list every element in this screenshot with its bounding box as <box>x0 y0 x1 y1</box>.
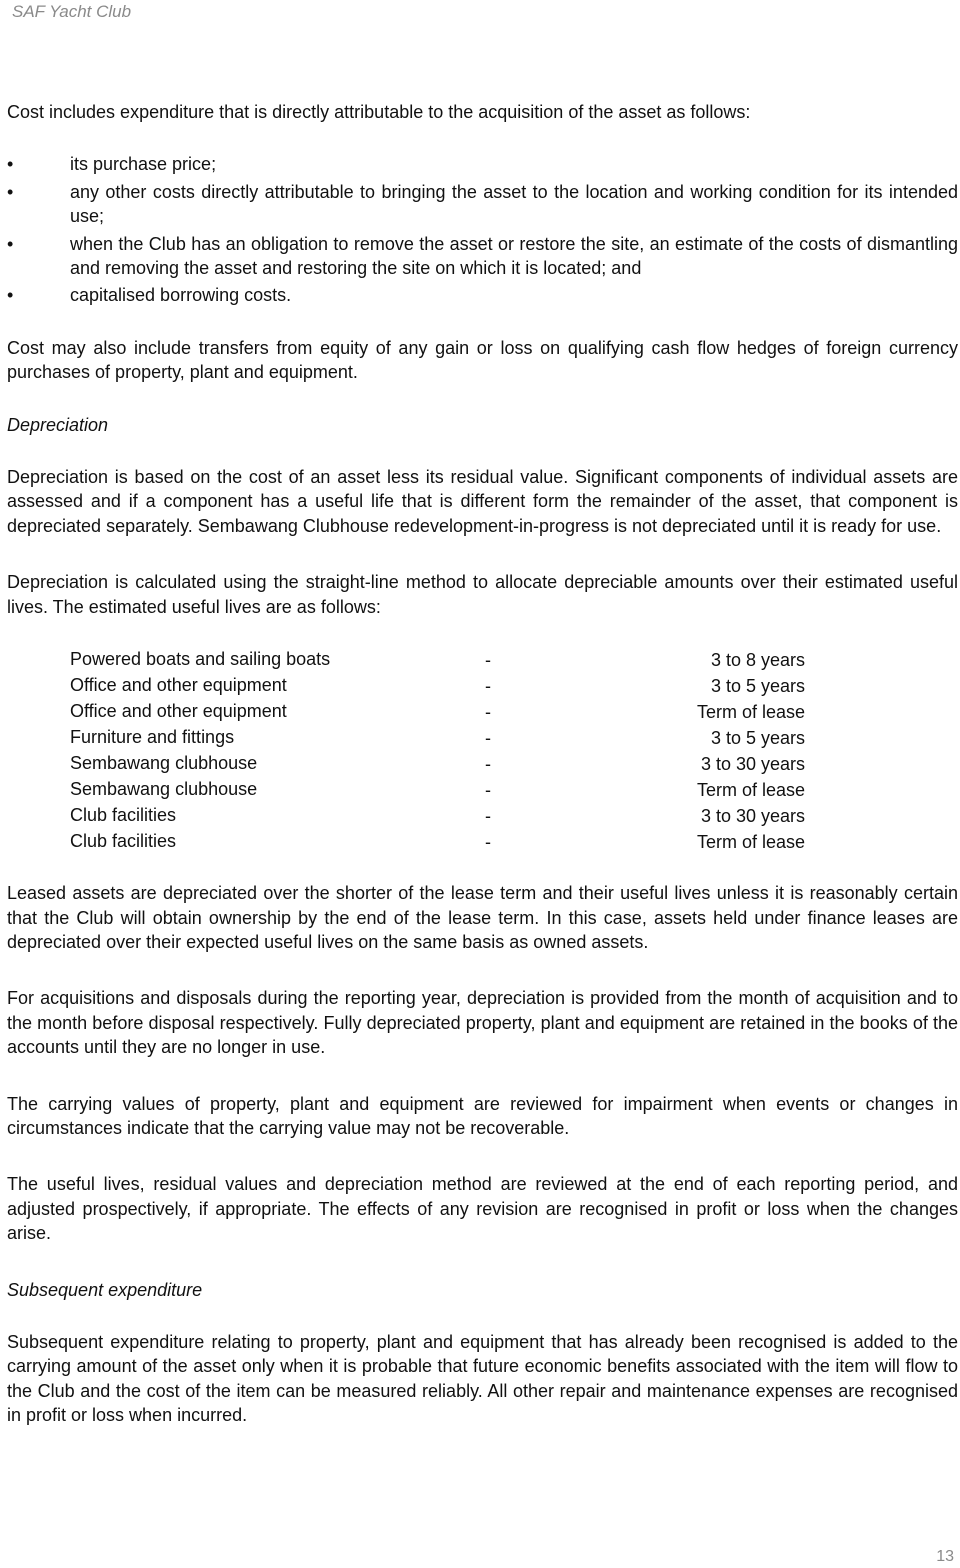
depreciation-paragraph-2: Depreciation is calculated using the straight-line method to allocate depreciable amounts over their estimated useful lives. The estimated useful lives are as follows: <box>7 572 958 617</box>
life-cell: Term of lease <box>696 702 805 723</box>
table-row <box>7 699 958 725</box>
depreciation-heading: Depreciation <box>7 414 109 435</box>
life-cell: Term of lease <box>696 780 805 801</box>
dash-cell: - <box>485 806 491 827</box>
page-number: 13 <box>936 1548 954 1565</box>
depreciation-paragraph-5: The carrying values of property, plant and equipment are reviewed for impairment when events or changes in circumstances indicate that the carrying value may not be recoverable. <box>7 1093 958 1138</box>
list-item-text: its purchase price; <box>70 154 217 175</box>
life-cell: 3 to 8 years <box>710 650 805 671</box>
depreciation-paragraph-1: Depreciation is based on the cost of an asset less its residual value. Significant components of individual assets are assessed and if a component has a useful life that is different form the remainder of the asset, that component is depreciated separately. Sembawang Clubhouse redevelopment-in-progress is not depreciated until it is ready for use. <box>7 467 958 536</box>
table-row <box>7 803 958 829</box>
asset-cell: Furniture and fittings <box>70 727 235 748</box>
life-cell: 3 to 30 years <box>700 806 805 827</box>
bullet-icon: • <box>7 233 14 254</box>
list-item-text: when the Club has an obligation to remove the asset or restore the site, an estimate of the costs of dismantling and removing the asset and restoring the site on which it is located; and <box>70 233 958 279</box>
depreciation-paragraph-6: The useful lives, residual values and depreciation method are reviewed at the end of each reporting period, and adjusted prospectively, if appropriate. The effects of any revision are recognised in profit or loss when the changes arise. <box>7 1174 958 1244</box>
life-cell: Term of lease <box>696 832 805 853</box>
list-item <box>7 152 958 176</box>
table-row <box>7 829 958 855</box>
table-row <box>7 673 958 699</box>
intro-paragraph: Cost includes expenditure that is directly attributable to the acquisition of the asset as follows: <box>7 102 751 122</box>
subsequent-expenditure-paragraph: Subsequent expenditure relating to property, plant and equipment that has already been recognised is added to the carrying amount of the asset only when it is probable that future economic benefits associated with the item will flow to the Club and the cost of the item can be measured reliably. All other repair and maintenance expenses are recognised in profit or loss when incurred. <box>7 1331 958 1426</box>
dash-cell: - <box>485 650 491 671</box>
asset-cell: Office and other equipment <box>70 675 287 696</box>
dash-cell: - <box>485 728 491 749</box>
life-cell: 3 to 5 years <box>710 728 805 749</box>
life-cell: 3 to 5 years <box>710 676 805 697</box>
asset-cell: Club facilities <box>70 831 177 852</box>
list-item <box>7 283 958 307</box>
table-row <box>7 751 958 777</box>
dash-cell: - <box>485 754 491 775</box>
life-cell: 3 to 30 years <box>700 754 805 775</box>
list-item <box>7 232 958 281</box>
depreciation-paragraph-4: For acquisitions and disposals during the reporting year, depreciation is provided from the month of acquisition and to the month before disposal respectively. Fully depreciated property, plant and equipment are retained in the books of the accounts until they are no longer in use. <box>7 988 958 1058</box>
table-row <box>7 725 958 751</box>
useful-lives-table <box>7 647 958 855</box>
bullet-icon: • <box>7 154 14 175</box>
asset-cell: Sembawang clubhouse <box>70 753 258 774</box>
table-row <box>7 777 958 803</box>
asset-cell: Club facilities <box>70 805 177 826</box>
dash-cell: - <box>485 676 491 697</box>
list-item-text: any other costs directly attributable to bringing the asset to the location and working condition for its intended use; <box>70 181 958 227</box>
dash-cell: - <box>485 832 491 853</box>
asset-cell: Office and other equipment <box>70 701 287 722</box>
dash-cell: - <box>485 702 491 723</box>
list-item <box>7 180 958 229</box>
table-row <box>7 647 958 673</box>
dash-cell: - <box>485 780 491 801</box>
running-header: SAF Yacht Club <box>12 2 132 21</box>
cost-items-list <box>7 152 958 307</box>
depreciation-paragraph-3: Leased assets are depreciated over the shorter of the lease term and their useful lives unless it is reasonably certain that the Club will obtain ownership by the end of the lease term. In this case, assets held under finance leases are depreciated over their expected useful lives on the same basis as owned assets. <box>7 883 958 952</box>
bullet-icon: • <box>7 181 14 202</box>
subsequent-expenditure-heading: Subsequent expenditure <box>7 1279 203 1300</box>
bullet-icon: • <box>7 285 14 306</box>
asset-cell: Sembawang clubhouse <box>70 779 258 800</box>
list-item-text: capitalised borrowing costs. <box>70 285 292 306</box>
cost-transfers-paragraph: Cost may also include transfers from equity of any gain or loss on qualifying cash flow hedges of foreign currency purchases of property, plant and equipment. <box>7 337 958 383</box>
document-body <box>7 100 958 1428</box>
asset-cell: Powered boats and sailing boats <box>70 649 331 670</box>
